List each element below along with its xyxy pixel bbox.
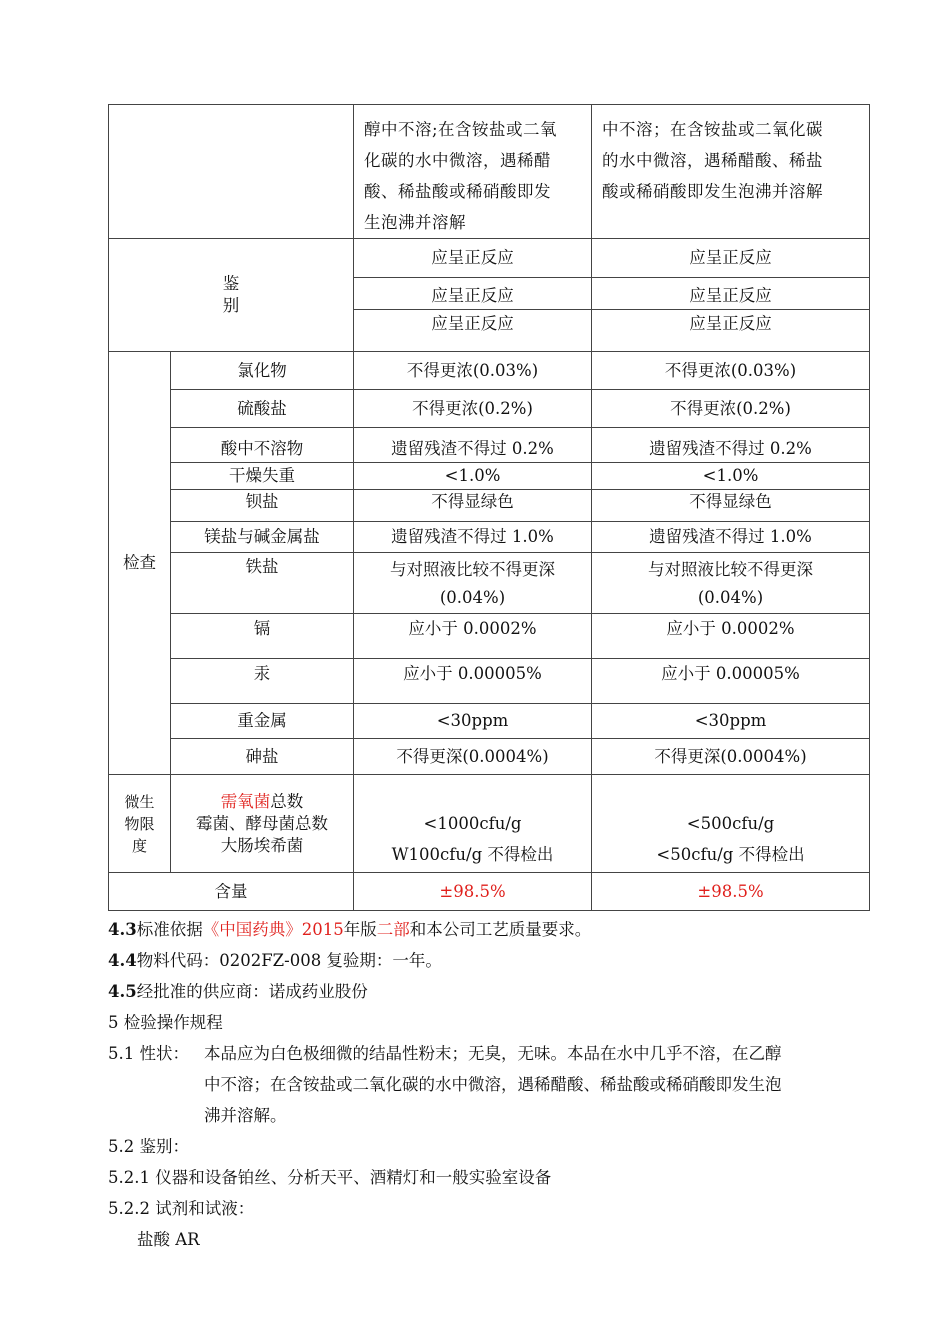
micro-item-aerobic-red: 需氧菌 [220,791,271,811]
check-value: 应小于 0.0002% [354,614,592,659]
micro-item-ecoli: 大肠埃希菌 [220,835,304,855]
check-value: 遗留残渣不得过 0.2% [592,428,870,463]
assay-row [109,873,870,911]
check-value-line: (0.04%) [697,588,764,607]
check-item: 重金属 [171,704,354,739]
check-row [109,352,870,390]
check-item: 干燥失重 [171,463,354,490]
check-value: 遗留残渣不得过 0.2% [354,428,592,463]
check-value: 不得更浓(0.03%) [592,352,870,390]
check-row [109,659,870,704]
micro-limit-line: W100cfu/g 不得检出 [391,845,554,864]
note-text: 和本公司工艺质量要求。 [409,920,592,939]
check-value: <30ppm [592,704,870,739]
note-4-5 [108,980,368,1004]
micro-limit-2 [592,775,870,873]
ident-cell: 应呈正反应 [354,239,592,278]
micro-limit-1 [354,775,592,873]
ident-row [109,239,870,278]
check-value: 不得显绿色 [592,490,870,522]
check-value: 应小于 0.00005% [354,659,592,704]
check-value: 不得更浓(0.03%) [354,352,592,390]
desc2-line: 酸或稀硝酸即发生泡沸并溶解 [602,182,823,201]
description-cell-1 [354,105,592,239]
check-value: 不得更浓(0.2%) [592,390,870,428]
check-value: 应小于 0.0002% [592,614,870,659]
check-row [109,390,870,428]
check-row [109,704,870,739]
micro-limit-line: <50cfu/g 不得检出 [656,845,805,864]
check-value-line: (0.04%) [439,588,506,607]
section-5-2-1: 5.2.1 仪器和设备铂丝、分析天平、酒精灯和一般实验室设备 [108,1168,552,1187]
desc1-line: 醇中不溶;在含铵盐或二氧 [364,120,558,139]
check-value [592,553,870,614]
micro-label [109,775,171,873]
check-item: 硫酸盐 [171,390,354,428]
check-row [109,490,870,522]
check-value: <1.0% [592,463,870,490]
check-value: 应小于 0.00005% [592,659,870,704]
check-label: 检查 [109,352,171,775]
check-value: 遗留残渣不得过 1.0% [354,522,592,553]
check-item: 砷盐 [171,739,354,775]
check-value: 不得更浓(0.2%) [354,390,592,428]
micro-label-line: 度 [131,836,147,855]
desc1-line: 酸、稀盐酸或稀硝酸即发 [364,182,551,201]
micro-label-line: 物限 [124,814,155,833]
check-row [109,522,870,553]
note-number: 4.4 [108,951,137,970]
micro-item-mold: 霉菌、酵母菌总数 [196,813,328,833]
note-text-red: 二部 [376,920,410,939]
micro-label-line: 微生 [124,792,155,811]
description-row [109,105,870,239]
note-number: 4.3 [108,920,137,939]
micro-item-aerobic-rest: 总数 [270,791,304,811]
check-row [109,614,870,659]
micro-limit-line: <1000cfu/g [423,814,522,833]
desc1-line: 生泡沸并溶解 [364,213,466,232]
empty-label-cell [109,105,354,239]
check-value: 不得更深(0.0004%) [592,739,870,775]
ident-cell: 应呈正反应 [354,310,592,352]
check-value [354,553,592,614]
check-item: 镉 [171,614,354,659]
assay-value-2: ±98.5% [592,873,870,911]
check-value: 遗留残渣不得过 1.0% [592,522,870,553]
check-value: <30ppm [354,704,592,739]
note-text: 标准依据 [136,920,203,939]
section-5-1-heading: 5.1 性状： [108,1044,189,1063]
ident-cell: 应呈正反应 [592,239,870,278]
micro-items [171,775,354,873]
description-cell-2 [592,105,870,239]
reagent-item: 盐酸 AR [137,1230,200,1249]
check-item: 酸中不溶物 [171,428,354,463]
note-text-red: 《中国药典》2015 [202,920,344,939]
note-number: 4.5 [108,982,137,1001]
check-item: 氯化物 [171,352,354,390]
note-text: 经批准的供应商：诺成药业股份 [136,982,368,1001]
check-row [109,463,870,490]
desc2-line: 中不溶；在含铵盐或二氧化碳 [602,120,823,139]
note-text: 物料代码：0202FZ-008 复验期：一年。 [136,951,442,970]
check-value-line: 与对照液比较不得更深 [648,560,813,579]
check-value: 不得更深(0.0004%) [354,739,592,775]
micro-limit-line: <500cfu/g [686,814,775,833]
ident-label-char: 别 [222,296,240,315]
ident-cell: 应呈正反应 [592,278,870,310]
check-item: 钡盐 [171,490,354,522]
section-5-2-heading: 5.2 鉴别： [108,1137,189,1156]
micro-row [109,775,870,873]
desc1-line: 化碳的水中微溶，遇稀醋 [364,151,551,170]
ident-label [109,239,354,352]
section-5-heading: 5 检验操作规程 [108,1013,223,1032]
check-item: 铁盐 [171,553,354,614]
section-5-2-2: 5.2.2 试剂和试液： [108,1199,255,1218]
section-5-1-line: 中不溶；在含铵盐或二氧化碳的水中微溶，遇稀醋酸、稀盐酸或稀硝酸即发生泡 [204,1075,782,1094]
check-value: 不得显绿色 [354,490,592,522]
spec-table [108,104,870,911]
check-row [109,428,870,463]
assay-label: 含量 [109,873,354,911]
ident-cell: 应呈正反应 [592,310,870,352]
assay-value-1: ±98.5% [354,873,592,911]
section-5-1-line: 本品应为白色极细微的结晶性粉末；无臭，无味。本品在水中几乎不溶，在乙醇 [204,1044,782,1063]
check-row [109,553,870,614]
check-item: 镁盐与碱金属盐 [171,522,354,553]
section-5-1-line: 沸并溶解。 [204,1106,287,1125]
micro-item-aerobic [175,791,349,813]
ident-label-char: 鉴 [222,274,240,293]
note-4-3 [108,918,591,942]
check-value-line: 与对照液比较不得更深 [390,560,555,579]
check-value: <1.0% [354,463,592,490]
note-text: 年版 [343,920,377,939]
note-4-4 [108,949,442,973]
check-item: 汞 [171,659,354,704]
desc2-line: 的水中微溶，遇稀醋酸、稀盐 [602,151,823,170]
ident-cell: 应呈正反应 [354,278,592,310]
check-row [109,739,870,775]
